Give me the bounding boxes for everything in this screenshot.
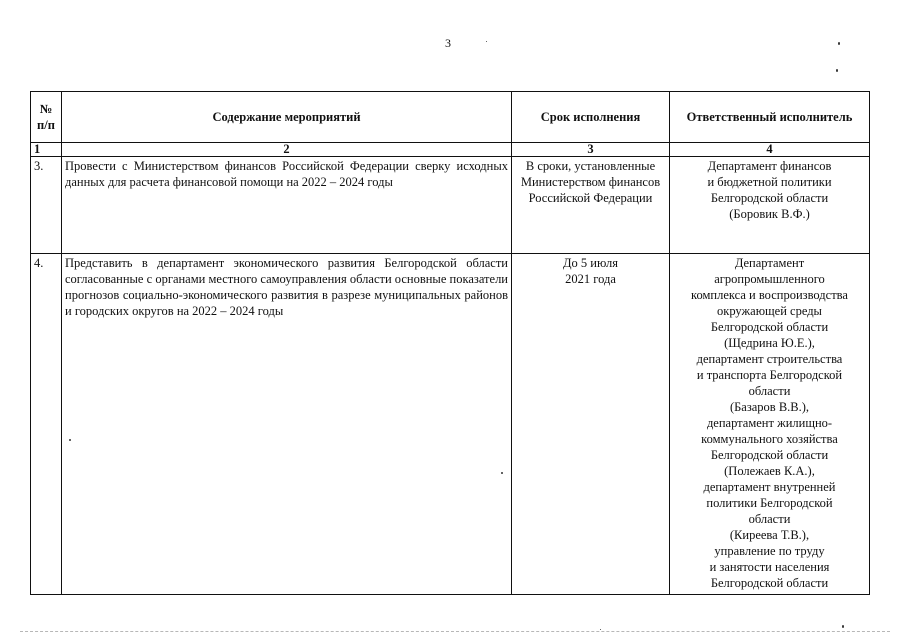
scan-speck	[838, 42, 840, 45]
executor-line: управление по труду	[714, 544, 825, 558]
deadline-line: До 5 июля	[563, 256, 618, 270]
executor-line: области	[748, 384, 791, 398]
executor-line: агропромышленного	[714, 272, 825, 286]
executor-line: окружающей среды	[717, 304, 822, 318]
executor-line: Департамент финансов	[707, 159, 832, 173]
scan-speck	[600, 629, 601, 630]
executor-line: комплекса и воспроизводства	[691, 288, 848, 302]
executor-line: и занятости населения	[709, 560, 830, 574]
row-number: 3.	[31, 157, 62, 254]
executor-line: (Полежаев К.А.),	[724, 464, 815, 478]
executor-line: политики Белгородской	[706, 496, 833, 510]
scan-speck	[842, 625, 844, 628]
executor-line: (Базаров В.В.),	[729, 400, 810, 414]
row-content: Представить в департамент экономического развития Белгородской области согласованные с органами местного самоуправления области основные показатели прогнозов социально-экономического развития в разрезе муниципальных районов и городских округов на 2022 – 2024 годы	[62, 254, 512, 595]
row-executor	[670, 157, 870, 254]
table-row	[31, 157, 870, 254]
table-header-row	[31, 92, 870, 143]
row-number: 4.	[31, 254, 62, 595]
executor-line: департамент жилищно-	[706, 416, 833, 430]
page-number: 3	[445, 36, 451, 50]
activities-table	[30, 91, 870, 595]
column-index: 4	[670, 143, 870, 157]
deadline-line: 2021 года	[565, 272, 616, 286]
executor-line: Департамент	[734, 256, 805, 270]
column-index: 1	[31, 143, 62, 157]
scan-speck	[486, 41, 487, 42]
executor-line: области	[748, 512, 791, 526]
executor-line: (Щедрина Ю.Е.),	[724, 336, 815, 350]
column-index-row	[31, 143, 870, 157]
executor-line: департамент строительства	[696, 352, 843, 366]
header-num: № п/п	[31, 92, 62, 143]
header-content: Содержание мероприятий	[62, 92, 512, 143]
column-index: 2	[62, 143, 512, 157]
executor-line: (Киреева Т.В.),	[729, 528, 810, 542]
executor-line: Белгородской области	[710, 576, 829, 590]
executor-line: Белгородской области	[710, 191, 829, 205]
row-executor	[670, 254, 870, 595]
executor-line: Белгородской области	[710, 320, 829, 334]
executor-line: Белгородской области	[710, 448, 829, 462]
header-executor: Ответственный исполнитель	[670, 92, 870, 143]
row-deadline: В сроки, установленные Министерством финансов Российской Федерации	[512, 157, 670, 254]
column-index: 3	[512, 143, 670, 157]
table-row	[31, 254, 870, 595]
executor-line: и бюджетной политики	[707, 175, 832, 189]
executor-line: департамент внутренней	[703, 480, 836, 494]
executor-line: и транспорта Белгородской	[696, 368, 843, 382]
executor-line: (Боровик В.Ф.)	[729, 207, 810, 221]
header-deadline: Срок исполнения	[512, 92, 670, 143]
scan-speck	[836, 69, 838, 72]
row-content: Провести с Министерством финансов Российской Федерации сверку исходных данных для расчета финансовой помощи на 2022 – 2024 годы	[62, 157, 512, 254]
row-deadline	[512, 254, 670, 595]
executor-line: коммунального хозяйства	[701, 432, 838, 446]
scan-speck	[501, 472, 503, 474]
scan-speck	[69, 439, 71, 441]
scan-edge	[20, 631, 890, 635]
